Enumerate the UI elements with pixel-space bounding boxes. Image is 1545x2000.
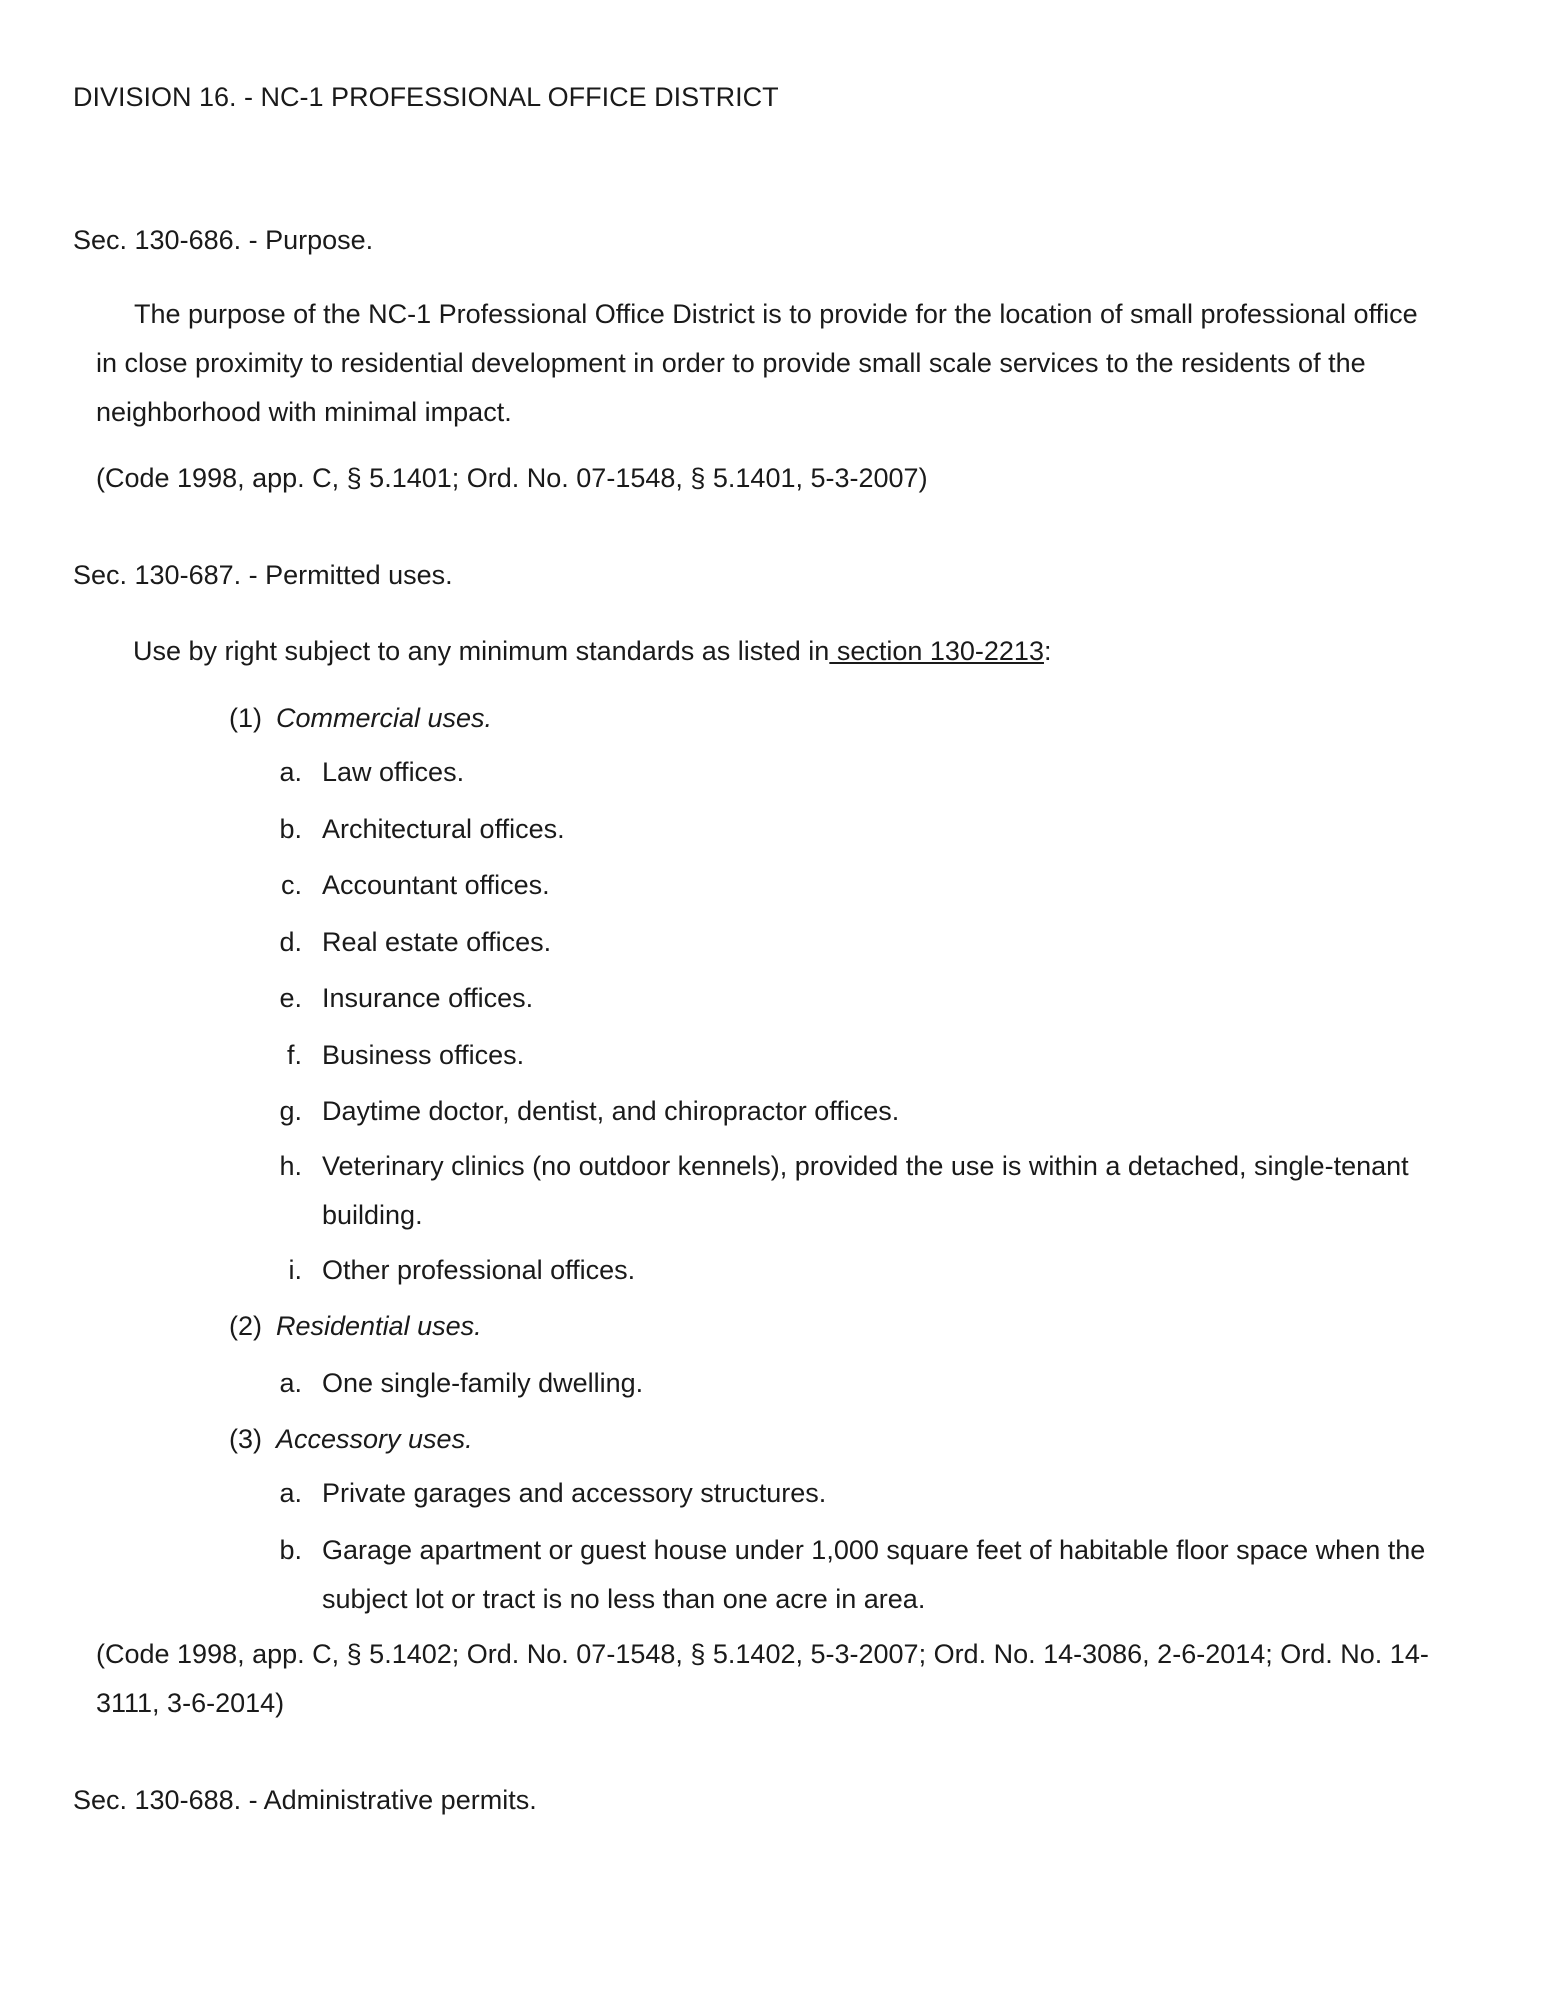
section-heading-permitted-uses: Sec. 130-687. - Permitted uses.: [73, 560, 453, 590]
item-letter: a.: [279, 1368, 302, 1398]
item-letter: b.: [279, 1535, 302, 1565]
group-label: Commercial uses.: [276, 703, 493, 733]
item-text: Garage apartment or guest house under 1,000 square feet of habitable floor space when the subject lot or tract is no less than one acre in area.: [322, 1535, 1426, 1614]
permitted-uses-history-note: (Code 1998, app. C, § 5.1402; Ord. No. 07-1548, § 5.1402, 5-3-2007; Ord. No. 14-3086, 2-6-2014; Ord. No. 14-3111, 3-6-2014): [96, 1639, 1429, 1718]
use-group-residential: [0, 1302, 1545, 1351]
item-text: Private garages and accessory structures.: [322, 1478, 827, 1508]
item-letter: c.: [280, 870, 302, 900]
item-text: Insurance offices.: [322, 983, 534, 1013]
item-text: Accountant offices.: [322, 870, 550, 900]
item-letter: g.: [279, 1096, 302, 1126]
item-letter: e.: [279, 983, 302, 1013]
item-text: Business offices.: [322, 1040, 525, 1070]
use-group-accessory: [0, 1415, 1545, 1464]
item-letter: h.: [279, 1151, 302, 1181]
group-label: Residential uses.: [276, 1311, 482, 1341]
group-number: (2): [229, 1311, 262, 1341]
item-text: Other professional offices.: [322, 1255, 636, 1285]
item-text: One single-family dwelling.: [322, 1368, 644, 1398]
item-text: Real estate offices.: [322, 927, 552, 957]
item-text: Daytime doctor, dentist, and chiropractor offices.: [322, 1096, 900, 1126]
use-group-commercial: [0, 694, 1545, 743]
item-text: Law offices.: [322, 757, 465, 787]
permitted-uses-intro: [133, 627, 1433, 676]
intro-colon: :: [1043, 636, 1052, 666]
section-130-2213-link[interactable]: section 130-2213: [829, 636, 1044, 666]
group-label: Accessory uses.: [276, 1424, 473, 1454]
item-letter: a.: [279, 1478, 302, 1508]
group-number: (3): [229, 1424, 262, 1454]
item-text: Veterinary clinics (no outdoor kennels), provided the use is within a detached, single-tenant building.: [322, 1151, 1409, 1230]
item-letter: d.: [279, 927, 302, 957]
item-letter: b.: [279, 814, 302, 844]
division-title: DIVISION 16. - NC-1 PROFESSIONAL OFFICE DISTRICT: [73, 82, 779, 112]
item-letter: f.: [286, 1040, 302, 1070]
group-number: (1): [229, 703, 262, 733]
intro-text: Use by right subject to any minimum standards as listed in: [133, 636, 830, 666]
section-heading-administrative-permits: Sec. 130-688. - Administrative permits.: [73, 1785, 537, 1815]
purpose-paragraph: The purpose of the NC-1 Professional Office District is to provide for the location of small professional office in close proximity to residential development in order to provide small scale services to the residents of the neighborhood with minimal impact.: [96, 299, 1418, 427]
purpose-history-note: (Code 1998, app. C, § 5.1401; Ord. No. 07-1548, § 5.1401, 5-3-2007): [96, 463, 928, 493]
item-text: Architectural offices.: [322, 814, 565, 844]
item-letter: i.: [288, 1255, 302, 1285]
section-heading-purpose: Sec. 130-686. - Purpose.: [73, 225, 374, 255]
item-letter: a.: [279, 757, 302, 787]
